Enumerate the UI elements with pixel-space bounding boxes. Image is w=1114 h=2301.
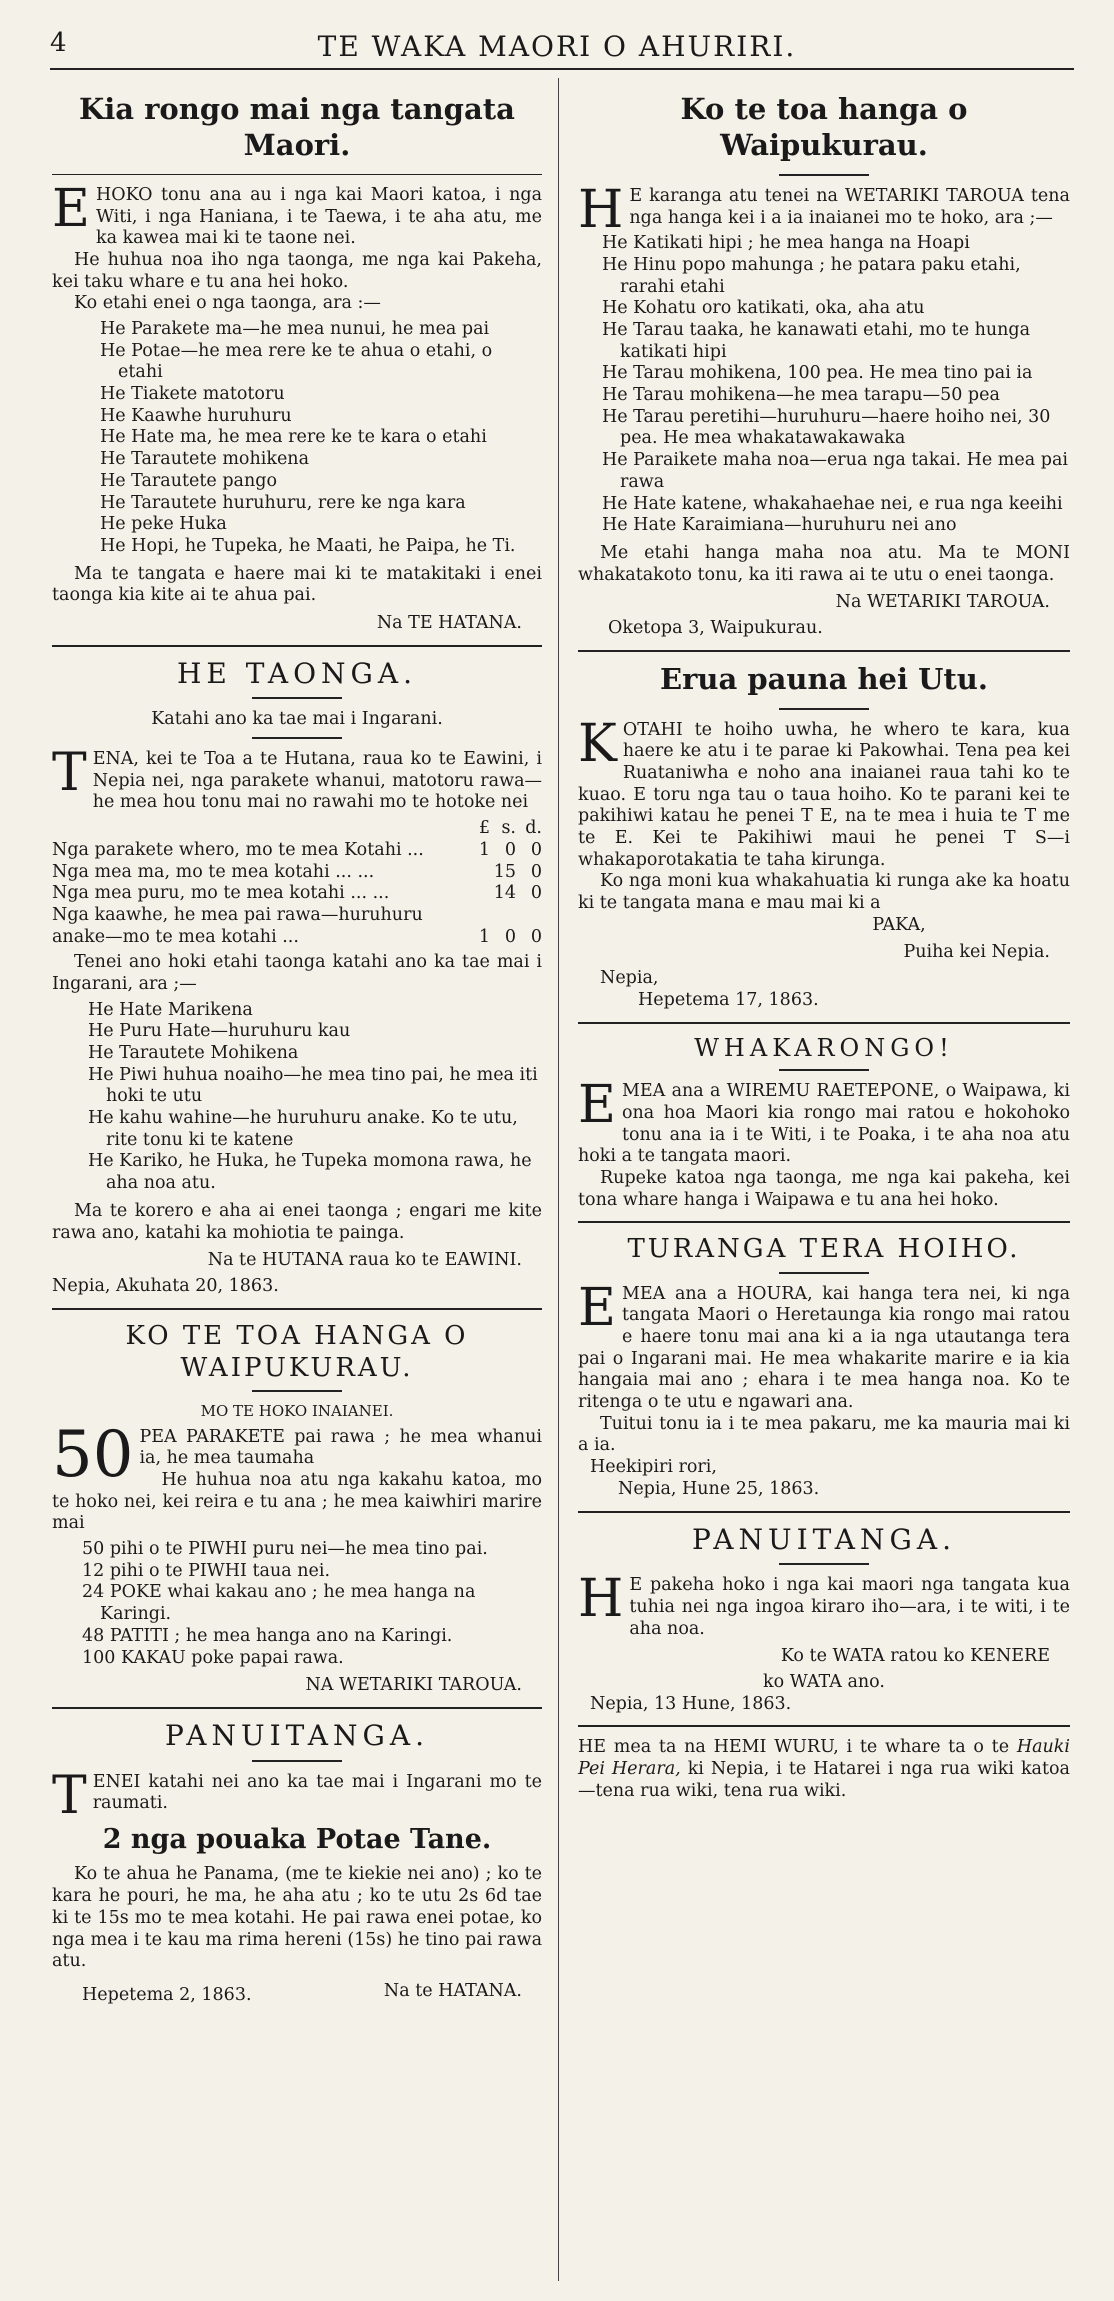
turanga-p2: Tuitui tonu ia i te mea pakaru, me ka mauria mai ki a ia.: [578, 1413, 1070, 1456]
colophon-paper: Hauki Pei Herara,: [578, 1737, 1070, 1780]
drop-cap: T: [52, 1765, 87, 1826]
list-item: He Tiakete matotoru: [100, 384, 285, 405]
toa-hanga-left-subheading: MO TE HOKO INAIANEI.: [200, 1402, 394, 1421]
price-shillings: 14: [493, 883, 516, 904]
drop-cap: E: [578, 1277, 616, 1338]
toa-hanga-right-heading: Ko te toa hanga o Waipukurau.: [680, 92, 968, 162]
price-pence: 0: [530, 839, 542, 860]
price-pounds: [464, 883, 490, 905]
panuitanga-right-date: Nepia, 13 Hune, 1863.: [590, 1693, 792, 1714]
left-column: [52, 82, 542, 2011]
turanga-sig: Heekipiri rori,: [590, 1457, 717, 1478]
list-item: He Tarau mohikena, 100 pea. He mea tino pai ia: [602, 363, 1033, 384]
drop-cap: K: [578, 713, 617, 774]
whakarongo-heading: WHAKARONGO!: [694, 1033, 954, 1062]
toa-hanga-left-items: [82, 1539, 542, 1669]
panuitanga-left-heading: PANUITANGA.: [164, 1718, 429, 1752]
list-item: He Tarautete mohikena: [100, 449, 310, 470]
he-taonga-ad: [52, 657, 542, 1298]
he-taonga-subheading: Katahi ano ka tae mai i Ingarani.: [151, 709, 443, 730]
price-pence: 0: [530, 883, 542, 904]
drop-cap: E: [578, 1075, 616, 1136]
table-row: [52, 862, 542, 884]
price-pence: 0: [530, 926, 542, 947]
erua-pauna-sig1: PAKA,: [872, 914, 926, 935]
list-item: He Hopi, he Tupeka, he Maati, he Paipa, he Ti.: [100, 535, 516, 556]
toa-hanga-right-items: [602, 233, 1070, 537]
list-item: He Hate katene, whakahaehae nei, e rua nga keeihi: [602, 493, 1063, 514]
whakarongo-ad: [578, 1034, 1070, 1212]
price-item: Nga parakete whero, mo te mea Kotahi ...: [52, 839, 424, 860]
panuitanga-left-ad: [52, 1719, 542, 2011]
list-item: He Puru Hate—huruhuru kau: [88, 1021, 351, 1042]
drop-cap: T: [52, 743, 87, 804]
toa-hanga-left-signature: NA WETARIKI TAROUA.: [305, 1675, 522, 1696]
list-item: He Tarau taaka, he kanawati etahi, mo te hunga katikati hipi: [602, 320, 1031, 362]
table-row: [52, 905, 542, 948]
divider: [252, 697, 342, 699]
toa-hanga-left-ad: [52, 1320, 542, 1697]
he-taonga-signature: Na te HUTANA raua ko te EAWINI.: [207, 1250, 522, 1271]
toa-hanga-right-signature: Na WETARIKI TAROUA.: [835, 592, 1050, 613]
divider: [52, 174, 542, 175]
list-item: 50 pihi o te PIWHI puru nei—he mea tino pai.: [82, 1539, 488, 1560]
whakarongo-p1: MEA ana a WIREMU RAETEPONE, o Waipawa, ki ona hoa Maori kia rongo mai ratou e hokohoko tonu ana ia i te Witi, i te Poaka, i te aha noa atu hoki a te tangata maori.: [578, 1081, 1070, 1167]
list-item: He Kariko, he Huka, he Tupeka momona rawa, he aha noa atu.: [88, 1151, 532, 1194]
price-pounds: 1: [478, 926, 490, 947]
kia-rongo-heading: Kia rongo mai nga tangata Maori.: [79, 92, 515, 162]
he-taonga-date: Nepia, Akuhata 20, 1863.: [52, 1275, 279, 1296]
panuitanga-left-footer: [52, 1981, 542, 2011]
erua-pauna-date: Hepetema 17, 1863.: [638, 989, 819, 1010]
list-item: He Tarau mohikena—he mea tarapu—50 pea: [602, 385, 1000, 406]
turanga-heading: TURANGA TERA HOIHO.: [627, 1234, 1021, 1265]
list-item: He Potae—he mea rere ke te ahua o etahi, o etahi: [100, 340, 493, 383]
panuitanga-left-subheading: 2 nga pouaka Potae Tane.: [102, 1823, 492, 1855]
divider: [578, 1022, 1070, 1024]
list-item: He Paraikete maha noa—erua nga takai. He mea pai rawa: [602, 450, 1068, 492]
price-pounds: 1: [478, 839, 490, 860]
divider: [779, 1563, 869, 1565]
list-item: He Hinu popo mahunga ; he patara paku etahi, rarahi etahi: [602, 254, 1021, 297]
price-pounds: [464, 862, 490, 884]
he-taonga-heading: HE TAONGA.: [176, 656, 418, 690]
list-item: 100 KAKAU poke papai rawa.: [82, 1647, 344, 1668]
divider: [578, 1221, 1070, 1223]
kia-rongo-ad: [52, 92, 542, 635]
divider: [578, 1725, 1070, 1727]
kia-rongo-items: [100, 319, 542, 558]
kia-rongo-p4: Ma te tangata e haere mai ki te matakitaki i enei taonga kia kite ai te ahua pai.: [52, 563, 542, 606]
list-item: He Kaawhe huruhuru: [100, 405, 292, 426]
list-item: He Tarautete Mohikena: [88, 1043, 299, 1063]
column-divider: [558, 78, 559, 2281]
list-item: He Piwi huhua noaiho—he mea tino pai, he mea iti hoki te utu: [88, 1064, 538, 1107]
currency-shilling: s.: [501, 818, 516, 839]
divider: [578, 650, 1070, 652]
price-shillings: 0: [504, 926, 516, 947]
erua-pauna-p1: OTAHI te hoiho uwha, he whero te kara, kua haere ke atu i te parae ki Pakowhai. Tena pea kei Ruataniwha e noho ana inaianei raua tahi ko te kuao. E toru nga tau o taua hoiho. Ko te parani kei te pakihiwi katau he penei T E, na te mea i huia te T me te E. Kei te Pakihiwi maui he penei T S—i whakaporotakatia te taha kirunga.: [578, 719, 1070, 870]
price-item: Nga kaawhe, he mea pai rawa—huruhuru anake—mo te mea kotahi ...: [52, 904, 423, 947]
list-item: He Hate Marikena: [88, 999, 253, 1020]
panuitanga-right-sig2: ko WATA ano.: [763, 1672, 885, 1692]
divider: [779, 708, 869, 710]
list-item: He Tarau peretihi—huruhuru—haere hoiho nei, 30 pea. He mea whakatawakawaka: [602, 406, 1051, 449]
drop-cap: H: [578, 179, 624, 240]
list-item: He Hate ma, he mea rere ke te kara o etahi: [100, 427, 487, 448]
panuitanga-right-ad: [578, 1523, 1070, 1716]
kia-rongo-signature: Na TE HATANA.: [376, 612, 522, 633]
kia-rongo-p1: HOKO tonu ana au i nga kai Maori katoa, i nga Witi, i nga Haniana, i te Taewa, i te aha atu, me ka kawea mai ki te taone nei.: [95, 184, 542, 249]
price-table: [52, 818, 542, 948]
erua-pauna-heading: Erua pauna hei Utu.: [660, 661, 988, 696]
list-item: He Parakete ma—he mea nunui, he mea pai: [100, 319, 490, 340]
price-shillings: 15: [493, 861, 516, 882]
list-item: He Hate Karaimiana—huruhuru nei ano: [602, 515, 957, 536]
page-number: 4: [50, 28, 67, 58]
erua-pauna-p2: Ko nga moni kua whakahuatia ki runga ake ka hoatu ki te tangata mana e mau mai ki a: [578, 871, 1070, 914]
panuitanga-left-p1: ENEI katahi nei ano ka tae mai i Ingarani mo te raumati.: [92, 1771, 542, 1814]
colophon-rest: ki Nepia, i te Hatarei i nga rua wiki katoa—tena rua wiki, tena rua wiki.: [578, 1759, 1070, 1801]
list-item: He Kohatu oro katikati, oka, aha atu: [602, 298, 925, 319]
price-item: Nga mea puru, mo te mea kotahi ... ...: [52, 883, 390, 904]
he-taonga-items: [88, 1000, 542, 1195]
price-pence: 0: [530, 861, 542, 882]
currency-pence: d.: [525, 818, 542, 839]
table-row: [52, 840, 542, 862]
colophon: [578, 1737, 1070, 1802]
toa-hanga-left-heading: KO TE TOA HANGA O WAIPUKURAU.: [125, 1320, 469, 1383]
panuitanga-left-p2: Ko te ahua he Panama, (me te kiekie nei ano) ; ko te kara he pouri, he ma, he aha atu ; ko te utu 2s 6d tae ki te 15s mo te mea kotahi. He pai rawa enei potae, ko nga mea i te kau ma rima hereni (15s) he tino pai rawa atu.: [52, 1864, 542, 1972]
divider: [779, 1272, 869, 1274]
turanga-date: Nepia, Hune 25, 1863.: [618, 1478, 820, 1499]
divider: [52, 1707, 542, 1709]
kia-rongo-p2: He huhua noa iho nga taonga, me nga kai Pakeha, kei taku whare e tu ana hei hoko.: [52, 249, 542, 292]
price-shillings: 0: [504, 839, 516, 860]
list-item: He peke Huka: [100, 514, 227, 535]
erua-pauna-ad: [578, 662, 1070, 1012]
drop-cap: E: [52, 178, 90, 239]
divider: [578, 1511, 1070, 1513]
divider: [779, 174, 869, 176]
turanga-p1: MEA ana a HOURA, kai hanga tera nei, ki nga tangata Maori o Heretaunga kia rongo mai ratou e haere tonu mai ana ki a ia nga utautanga tera pai o Ingarani mai. He mea whakarite marire e ia kia hangaia mai ano ; ehara i te mea hanga noa. Ko te ritenga o te utu e ngawari ana.: [578, 1283, 1070, 1413]
list-item: 48 PATITI ; he mea hanga ano na Karingi.: [82, 1625, 453, 1646]
list-item: He Tarautete pango: [100, 470, 277, 491]
price-table-header: [52, 818, 542, 840]
panuitanga-right-p1: E pakeha hoko i nga kai maori nga tangata kua tuhia nei nga ingoa kiraro iho—ara, i te witi, i te aha noa.: [629, 1575, 1070, 1639]
list-item: 12 pihi o te PIWHI taua nei.: [82, 1560, 331, 1581]
list-item: 24 POKE whai kakau ano ; he mea hanga na Karingi.: [82, 1582, 476, 1625]
erua-pauna-place: Nepia,: [600, 968, 659, 989]
toa-hanga-right-p1: E karanga atu tenei na WETARIKI TAROUA tena nga hanga kei i a ia inaianei mo te hoko, ara ;—: [629, 185, 1070, 228]
masthead-title: TE WAKA MAORI O AHURIRI.: [317, 30, 797, 63]
list-item: He kahu wahine—he huruhuru anake. Ko te utu, rite tonu ki te katene: [88, 1108, 518, 1150]
toa-hanga-right-date: Oketopa 3, Waipukurau.: [608, 617, 823, 638]
header-rule: [50, 68, 1074, 70]
price-item: Nga mea ma, mo te mea kotahi ... ...: [52, 861, 375, 882]
table-row: [52, 883, 542, 905]
toa-hanga-right-p2: Me etahi hanga maha noa atu. Ma te MONI whakatakoto tonu, ka iti rawa ai te utu o enei taonga.: [578, 542, 1070, 585]
right-column: [578, 82, 1070, 1802]
list-item: He Katikati hipi ; he mea hanga na Hoapi: [602, 233, 970, 254]
erua-pauna-sig2: Puiha kei Nepia.: [903, 942, 1050, 963]
turanga-ad: [578, 1233, 1070, 1500]
panuitanga-left-signature: Na te HATANA.: [383, 1980, 522, 2001]
divider: [779, 1069, 869, 1071]
panuitanga-right-heading: PANUITANGA.: [691, 1522, 956, 1556]
divider: [252, 1390, 342, 1392]
kia-rongo-p3: Ko etahi enei o nga taonga, ara :—: [74, 293, 381, 314]
colophon-lead: HE mea ta na HEMI WURU, i te whare ta o te: [578, 1737, 1010, 1758]
he-taonga-p2: Tenei ano hoki etahi taonga katahi ano ka tae mai i Ingarani, ara ;—: [52, 952, 542, 994]
toa-hanga-right-ad: [578, 92, 1070, 640]
divider: [252, 1760, 342, 1762]
drop-cap: 50: [52, 1417, 134, 1492]
currency-pound: £: [478, 818, 490, 839]
panuitanga-left-date: Hepetema 2, 1863.: [82, 1984, 252, 2005]
toa-hanga-left-p1: PEA PARAKETE pai rawa ; he mea whanui ia, he mea taumaha: [139, 1426, 542, 1469]
divider: [252, 737, 342, 739]
panuitanga-right-sig1: Ko te WATA ratou ko KENERE: [780, 1646, 1050, 1667]
list-item: He Tarautete huruhuru, rere ke nga kara: [100, 492, 466, 513]
he-taonga-p3: Ma te korero e aha ai enei taonga ; engari me kite rawa ano, katahi ka mohiotia te painga.: [52, 1200, 542, 1243]
divider: [52, 1308, 542, 1310]
he-taonga-p1: ENA, kei te Toa a te Hutana, raua ko te Eawini, i Nepia nei, nga parakete whanui, matotoru rawa—he mea hou tonu mai no rawahi mo te hotoke nei: [92, 749, 542, 813]
drop-cap: H: [578, 1569, 624, 1630]
whakarongo-p2: Rupeke katoa nga taonga, me nga kai pakeha, kei tona whare hanga i Waipawa e tu ana hei hoko.: [578, 1168, 1070, 1210]
toa-hanga-left-p2: He huhua noa atu nga kakahu katoa, mo te hoko nei, kei reira e tu ana ; he mea kaiwhiri marire mai: [52, 1470, 542, 1534]
divider: [52, 645, 542, 647]
